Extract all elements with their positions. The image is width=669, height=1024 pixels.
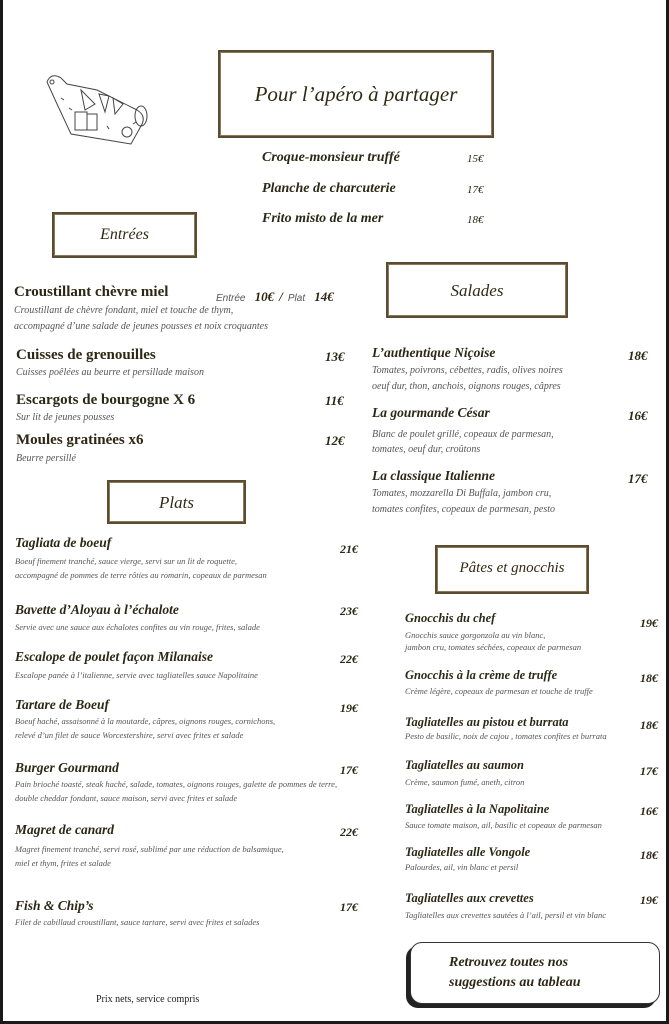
plat-label: Plat (287, 293, 306, 304)
plats-item-desc: Boeuf haché, assaisonné à la moutarde, câpres, oignons rouges, cornichons, (15, 716, 276, 726)
plats-item-name: Fish & Chip’s (15, 898, 94, 913)
apero-header-box (218, 50, 494, 138)
plats-item-desc: Boeuf finement tranché, sauce vierge, servi sur un lit de roquette, (15, 556, 237, 566)
salades-title: Salades (450, 281, 504, 300)
pates-item-price: 18€ (640, 848, 658, 862)
plats-title: Plats (159, 493, 194, 512)
plats-item-desc: Servie avec une sauce aux échalotes confites au vin rouge, frites, salade (15, 622, 260, 632)
pates-item-price: 19€ (640, 893, 658, 907)
suggestions-line-1: Retrouvez toutes nos (449, 955, 569, 970)
pates-item-price: 19€ (640, 616, 658, 630)
plats-item-name: Escalope de poulet façon Milanaise (15, 649, 213, 664)
salades-item-price: 16€ (628, 408, 648, 423)
entrees-item-desc: Beurre persillé (16, 453, 76, 464)
plats-item-price: 17€ (340, 763, 358, 777)
pates-item-name: Gnocchis à la crème de truffe (405, 668, 558, 682)
salades-item-name: L’authentique Niçoise (372, 345, 496, 360)
charcuterie-board-icon (41, 68, 161, 148)
plats-header-box (107, 480, 246, 524)
apero-item-name: Croque-monsieur truffé (262, 150, 400, 165)
salades-item-name: La gourmande César (372, 405, 490, 420)
salades-header-box (386, 262, 568, 318)
salades-item-price: 17€ (628, 471, 648, 486)
apero-item-price: 18€ (467, 214, 484, 226)
featured-item-desc: accompagné d’une salade de jeunes pousses et noix croquantes (14, 321, 269, 332)
plat-price: 14€ (314, 289, 334, 304)
plats-item-price: 21€ (340, 542, 358, 556)
entrees-item-price: 13€ (325, 349, 345, 364)
pates-item-price: 17€ (640, 764, 658, 778)
entrees-item-price: 11€ (325, 393, 344, 408)
salades-item-desc: tomates confites, copeaux de parmesan, pesto (372, 504, 556, 515)
salades-item-desc: Blanc de poulet grillé, copeaux de parmesan, (372, 429, 554, 440)
plats-item-name: Bavette d’Aloyau à l’échalote (15, 602, 179, 617)
plats-item-desc: relevé d’un filet de sauce Worcestershire, servi avec frites et salade (15, 730, 244, 740)
pates-item-name: Gnocchis du chef (405, 611, 496, 625)
pates-item-name: Tagliatelles alle Vongole (405, 845, 531, 859)
pates-item-name: Tagliatelles à la Napolitaine (405, 802, 550, 816)
plats-item-desc: double cheddar fondant, sauce maison, servi avec frites et salade (15, 793, 238, 803)
pates-item-price: 16€ (640, 804, 658, 818)
pates-item-desc: Palourdes, ail, vin blanc et persil (405, 862, 519, 872)
plats-item-price: 23€ (340, 604, 358, 618)
pates-item-desc: Gnocchis sauce gorgonzola au vin blanc, (405, 630, 546, 640)
featured-item-desc: Croustillant de chèvre fondant, miel et touche de thym, (14, 305, 234, 316)
apero-item-price: 17€ (467, 184, 484, 196)
suggestions-callout (410, 942, 660, 1004)
featured-item-name: Croustillant chèvre miel (14, 284, 169, 300)
plats-item-desc: Escalope panée à l’italienne, servie avec tagliatelles sauce Napolitaine (15, 670, 258, 680)
salades-item-desc: Tomates, mozzarella Di Buffala, jambon cru, (372, 488, 552, 499)
featured-item-prices (216, 286, 334, 305)
plats-item-name: Burger Gourmand (15, 760, 119, 775)
salades-item-price: 18€ (628, 348, 648, 363)
apero-item-name: Planche de charcuterie (262, 181, 396, 196)
entrees-item-name: Cuisses de grenouilles (16, 347, 156, 363)
pates-item-desc: Crème légère, copeaux de parmesan et touche de truffe (405, 686, 593, 696)
pates-item-name: Tagliatelles aux crevettes (405, 891, 534, 905)
apero-item-name: Frito misto de la mer (262, 211, 384, 226)
plats-item-desc: Magret finement tranché, servi rosé, sublimé par une réduction de balsamique, (15, 844, 284, 854)
suggestions-line-2: suggestions au tableau (449, 975, 581, 990)
plats-item-desc: Pain brioché toasté, steak haché, salade, tomates, oignons rouges, galette de pommes de terre, (15, 779, 338, 789)
plats-item-name: Tagliata de boeuf (15, 535, 112, 550)
entrees-item-desc: Cuisses poêlées au beurre et persillade maison (16, 367, 204, 378)
salades-item-name: La classique Italienne (372, 468, 496, 483)
entree-price: 10€ (254, 289, 275, 304)
plats-item-desc: miel et thym, frites et salade (15, 858, 111, 868)
entrees-header-box (52, 212, 197, 258)
menu-page (3, 0, 666, 1021)
plats-item-name: Tartare de Boeuf (15, 697, 109, 712)
salades-item-desc: oeuf dur, thon, anchois, oignons rouges, câpres (372, 381, 561, 392)
pates-header-box (435, 545, 589, 594)
plats-item-name: Magret de canard (15, 822, 114, 837)
entree-label: Entrée (216, 293, 246, 304)
footer-note: Prix nets, service compris (96, 994, 200, 1005)
pates-title: Pâtes et gnocchis (459, 560, 565, 576)
entrees-item-desc: Sur lit de jeunes pousses (16, 412, 115, 423)
plats-item-price: 22€ (340, 825, 358, 839)
apero-item-price: 15€ (467, 153, 484, 165)
pates-item-desc: Sauce tomate maison, ail, basilic et copeaux de parmesan (405, 820, 602, 830)
entrees-title: Entrées (100, 226, 149, 243)
apero-title: Pour l’apéro à partager (254, 82, 458, 106)
pates-item-desc: Crème, saumon fumé, aneth, citron (405, 777, 525, 787)
pates-item-desc: jambon cru, tomates séchées, copeaux de parmesan (405, 642, 582, 652)
salades-item-desc: tomates, oeuf dur, croûtons (372, 444, 481, 455)
pates-item-desc: Pesto de basilic, noix de cajou , tomates confites et burrata (405, 731, 607, 741)
pates-item-price: 18€ (640, 671, 658, 685)
pates-item-name: Tagliatelles au saumon (405, 758, 525, 772)
price-separator: / (279, 289, 283, 304)
plats-item-desc: Filet de cabillaud croustillant, sauce tartare, servi avec frites et salades (15, 917, 260, 927)
plats-item-price: 22€ (340, 652, 358, 666)
pates-item-price: 18€ (640, 718, 658, 732)
entrees-item-name: Moules gratinées x6 (16, 432, 144, 448)
entrees-item-name: Escargots de bourgogne X 6 (16, 392, 196, 408)
plats-item-price: 19€ (340, 701, 358, 715)
salades-item-desc: Tomates, poivrons, cébettes, radis, olives noires (372, 365, 563, 376)
entrees-item-price: 12€ (325, 433, 345, 448)
plats-item-desc: accompagné de pommes de terre rôties au romarin, copeaux de parmesan (15, 570, 267, 580)
pates-item-desc: Tagliatelles aux crevettes sautées à l’ail, persil et vin blanc (405, 910, 606, 920)
plats-item-price: 17€ (340, 900, 358, 914)
pates-item-name: Tagliatelles au pistou et burrata (405, 715, 569, 729)
